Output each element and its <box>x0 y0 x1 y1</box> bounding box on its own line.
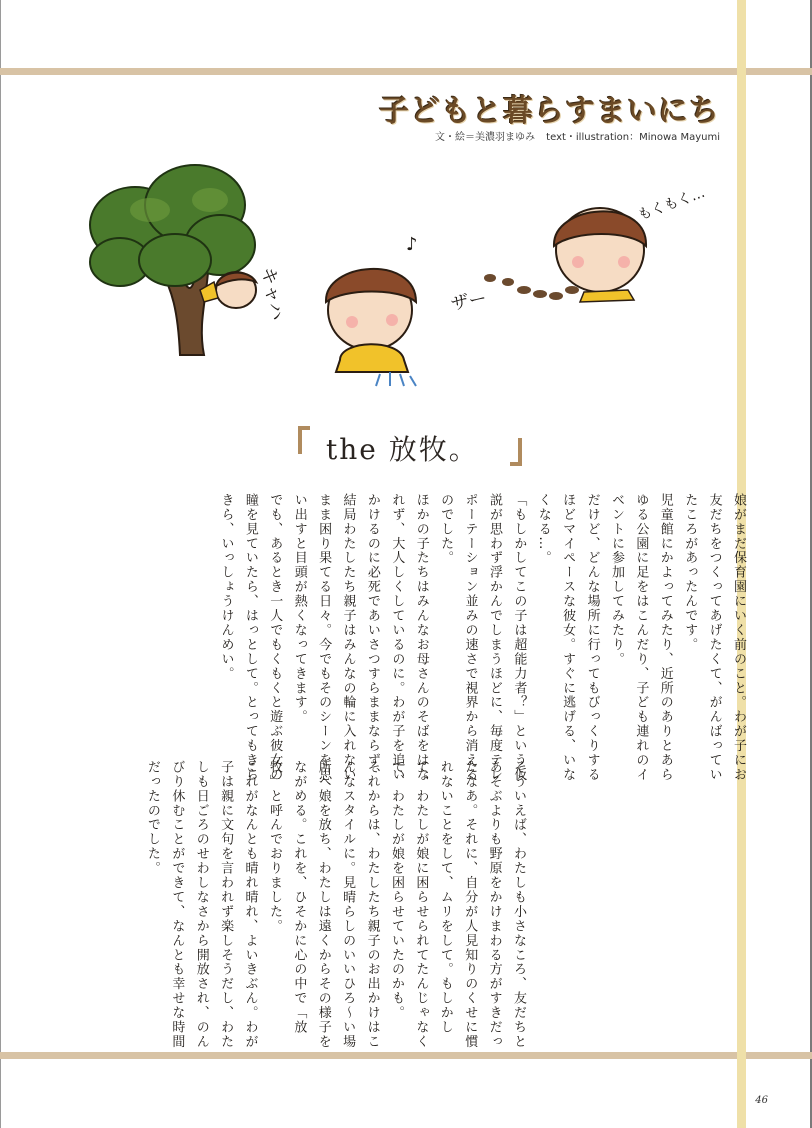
paragraph: 児童館にかよってみたり、近所のありとあらゆる公園に足をはこんだり、子ども連れのイベントに参加してみたり。 <box>608 493 673 782</box>
music-note-icon: ♪ <box>406 234 418 255</box>
section-heading <box>296 424 528 468</box>
paragraph: でも、あるとき一人でもくもくと遊ぶ彼女の瞳を見ていたら、はっとして。とってもきらきら、いっしょうけんめい。 <box>218 493 283 782</box>
paragraph: これがなんとも晴れ晴れ、よいきぶん。わが子は親に文句を言われず楽しそうだし、わたしも日ごろのせわしなさから開放され、のんびり休むことができて、なんとも幸せな時間だったのでした。 <box>144 760 258 1049</box>
credit-line <box>427 128 720 143</box>
page-number: 46 <box>755 1095 768 1106</box>
top-band <box>0 68 812 75</box>
illustration <box>0 150 740 410</box>
tree-illustration <box>90 165 255 355</box>
body-column-2 <box>144 760 530 1050</box>
sand-trail <box>484 274 579 300</box>
body-column-1 <box>218 493 750 783</box>
bottom-band <box>0 1052 812 1059</box>
credit-english: text・illustration：Minowa Mayumi <box>546 132 720 143</box>
page-title: 子どもと暮らすまいにち <box>379 94 720 129</box>
paragraph: だけど、どんな場所に行ってもびっくりするほどマイペースな彼女。すぐに逃げる、いなくなる…。 <box>535 493 600 782</box>
sfx-water: ザー <box>449 287 489 315</box>
sfx-left: キャハ <box>257 265 288 323</box>
paragraph: ほかの子たちはみんなお母さんのそばをはなれず、大人しくしているのに。わが子を追いかけるのに必死であいさつすらままならず、結局わたしたち親子はみんなの輪に入れないまま困り果てる日々。今でもそのシーンを思い出すと目頭が熱くなってきます。 <box>291 493 429 782</box>
credit-japanese: 文・絵＝美濃羽まゆみ <box>434 132 535 143</box>
paragraph: それからは、わたしたち親子のお出かけはこんなスタイルに。見晴らしのいいひろ～い場所へ娘を放ち、わたしは遠くからその様子をながめる。これを、ひそかに心の中で「放牧」と呼んでおりました。 <box>266 760 380 1049</box>
paragraph: そういえば、わたしも小さなころ、友だちとあそぶよりも野原をかけまわる方がすきだったなあ。それに、自分が人見知りのくせに慣れないことをして、ムリをして。もしかして、わたしが娘に困らせられてたんじゃなくて、わたしが娘を困らせていたのかも。 <box>388 760 526 1049</box>
section-heading-text: the 放牧。 <box>326 433 479 466</box>
sfx-right: もくもく… <box>635 184 708 224</box>
child-playing-water <box>326 269 416 386</box>
paragraph: 「もしかしてこの子は超能力者？」という仮説が思わず浮かんでしまうほどに、毎度テレポーテーション並みの速さで視界から消えるのでした。 <box>438 493 527 782</box>
paragraph: 娘がまだ保育園にいく前のこと。わが子にお友だちをつくってあげたくて、がんばっていたころがあったんです。 <box>682 493 746 782</box>
